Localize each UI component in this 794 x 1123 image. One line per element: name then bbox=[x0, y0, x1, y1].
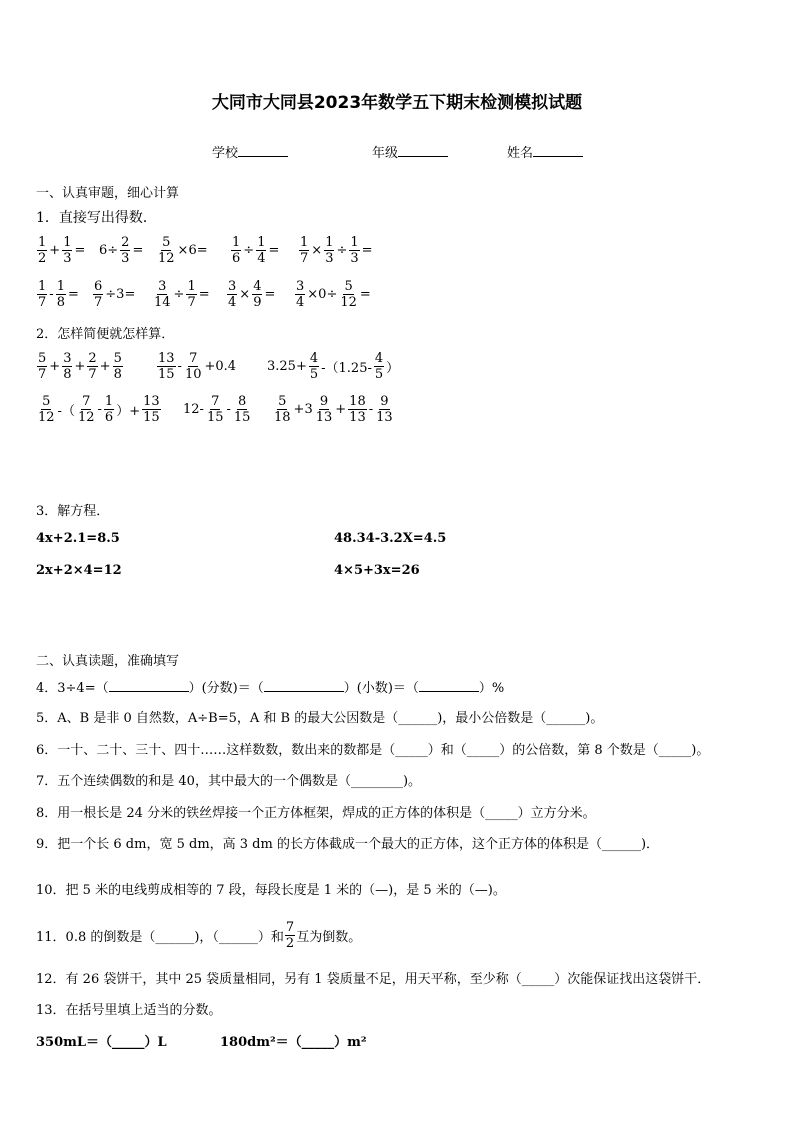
question-8: 8．用一根长是 24 分米的铁丝焊接一个正方体框架，焊成的正方体的体积是（_____）立方分米。 bbox=[36, 806, 596, 821]
calc-r1-3: $\frac{5}{12}$ ×6= bbox=[158, 235, 208, 266]
fraction: $\frac{2}{3}$ bbox=[121, 235, 130, 266]
grade-field[interactable] bbox=[372, 142, 448, 161]
fraction: $\frac{7}{12}$ bbox=[77, 394, 95, 425]
school-label: 学校 bbox=[212, 146, 239, 161]
fraction: $\frac{3}{4}$ bbox=[228, 279, 237, 310]
calc-r1-1: $\frac{1}{2}$ + $\frac{1}{3}$ = bbox=[38, 235, 86, 266]
simplify-r1-1: $\frac{5}{7}$ + $\frac{3}{8}$ + $\frac{2}{7}$ + $\frac{5}{8}$ bbox=[38, 351, 122, 382]
question-10: 10．把 5 米的电线剪成相等的 7 段，每段长度是 1 米的（—)，是 5 米的（—)。 bbox=[36, 883, 506, 898]
fraction: $\frac{9}{13}$ bbox=[315, 394, 333, 425]
fraction: $\frac{4}{9}$ bbox=[253, 279, 262, 310]
fraction: $\frac{7}{15}$ bbox=[206, 394, 224, 425]
fraction: $\frac{5}{12}$ bbox=[340, 279, 357, 310]
calc-r2-1: $\frac{1}{7}$ - $\frac{1}{8}$ = bbox=[38, 279, 79, 310]
fraction: $\frac{1}{7}$ bbox=[187, 279, 196, 310]
answer-blank[interactable] bbox=[264, 679, 344, 692]
question-12: 12．有 26 袋饼干，其中 25 袋质量相同，另有 1 袋质量不足，用天平称，至少称（_____）次能保证找出这袋饼干． bbox=[36, 972, 711, 987]
simplify-r1-3: 3.25+ $\frac{4}{5}$ -（1.25- $\frac{4}{5}$ ） bbox=[267, 351, 400, 382]
question-6: 6．一十、二十、三十、四十……这样数数，数出来的数都是（_____）和（_____）的公倍数，第 8 个数是（_____)。 bbox=[36, 743, 710, 758]
fraction: $\frac{1}{3}$ bbox=[63, 235, 72, 266]
fraction: $\frac{1}{3}$ bbox=[325, 235, 334, 266]
fraction: $\frac{4}{5}$ bbox=[309, 351, 319, 382]
equation-3: 2x+2×4=12 bbox=[36, 563, 122, 578]
question-7: 7．五个连续偶数的和是 40，其中最大的一个偶数是（________)。 bbox=[36, 774, 422, 789]
fraction: $\frac{3}{8}$ bbox=[63, 351, 72, 382]
calc-r2-3: $\frac{3}{14}$ ÷ $\frac{1}{7}$ = bbox=[154, 279, 210, 310]
fraction: $\frac{1}{3}$ bbox=[350, 235, 359, 266]
name-field[interactable] bbox=[507, 142, 583, 161]
fraction: $\frac{1}{7}$ bbox=[38, 279, 47, 310]
question-1: 1．直接写出得数． bbox=[36, 210, 157, 226]
fraction: $\frac{7}{2}$ bbox=[285, 920, 295, 951]
fraction: $\frac{13}{15}$ bbox=[143, 394, 160, 425]
school-blank[interactable] bbox=[238, 144, 288, 157]
simplify-r1-2: $\frac{13}{15}$ - $\frac{7}{10}$ +0.4 bbox=[158, 351, 237, 382]
fraction: $\frac{8}{15}$ bbox=[233, 394, 251, 425]
equation-1: 4x+2.1=8.5 bbox=[36, 531, 120, 546]
fraction: $\frac{1}{6}$ bbox=[104, 394, 114, 425]
calc-r2-4: $\frac{3}{4}$ × $\frac{4}{9}$ = bbox=[228, 279, 276, 310]
calc-r2-2: $\frac{6}{7}$ ÷3= bbox=[94, 279, 136, 310]
fraction: $\frac{5}{12}$ bbox=[38, 394, 55, 425]
calc-r1-5: $\frac{1}{7}$ × $\frac{1}{3}$ ÷ $\frac{1}{3}$ = bbox=[300, 235, 373, 266]
fraction: $\frac{1}{7}$ bbox=[300, 235, 309, 266]
fraction: $\frac{13}{15}$ bbox=[158, 351, 175, 382]
section-2-heading: 二、认真读题，准确填写 bbox=[36, 654, 180, 669]
school-field[interactable] bbox=[212, 142, 288, 161]
fraction: $\frac{1}{8}$ bbox=[56, 279, 65, 310]
name-label: 姓名 bbox=[507, 146, 534, 161]
grade-label: 年级 bbox=[372, 146, 399, 161]
question-11: 11．0.8 的倒数是（______)，（______）和 $\frac{7}{2}$ 互为倒数。 bbox=[36, 920, 362, 951]
fraction: $\frac{5}{8}$ bbox=[113, 351, 122, 382]
question-13-b: 180dm²＝（_____）m² bbox=[220, 1035, 367, 1050]
simplify-r2-1: $\frac{5}{12}$ -（ $\frac{7}{12}$ - $\frac{1}{6}$ ）+ $\frac{13}{15}$ bbox=[38, 394, 160, 425]
fraction: $\frac{1}{2}$ bbox=[38, 235, 47, 266]
question-9: 9．把一个长 6 dm，宽 5 dm，高 3 dm 的长方体截成一个最大的正方体，这个正方体的体积是（______)． bbox=[36, 837, 660, 852]
question-13: 13．在括号里填上适当的分数。 bbox=[36, 1003, 222, 1018]
name-blank[interactable] bbox=[533, 144, 583, 157]
question-4: 4．3÷4=（ ）(分数)＝（ ）(小数)＝（ ）% bbox=[36, 681, 505, 696]
question-5: 5．A、B 是非 0 自然数，A÷B=5，A 和 B 的最大公因数是（______)，最小公倍数是（______)。 bbox=[36, 711, 604, 726]
question-2: 2．怎样简便就怎样算． bbox=[36, 327, 175, 342]
equation-4: 4×5+3x=26 bbox=[334, 563, 420, 578]
section-1-heading: 一、认真审题，细心计算 bbox=[36, 186, 180, 201]
simplify-r2-3: $\frac{5}{18}$ +3 $\frac{9}{13}$ + $\frac{18}{13}$ - $\frac{9}{13}$ bbox=[274, 394, 393, 425]
fraction: $\frac{4}{5}$ bbox=[374, 351, 384, 382]
fraction: $\frac{5}{7}$ bbox=[38, 351, 47, 382]
fraction: $\frac{2}{7}$ bbox=[88, 351, 97, 382]
question-3: 3．解方程． bbox=[36, 504, 110, 519]
fraction: $\frac{6}{7}$ bbox=[94, 279, 103, 310]
fraction: $\frac{9}{13}$ bbox=[376, 394, 393, 425]
grade-blank[interactable] bbox=[398, 144, 448, 157]
fraction: $\frac{5}{12}$ bbox=[158, 235, 175, 266]
page-title: 大同市大同县2023年数学五下期末检测模拟试题 bbox=[211, 93, 583, 113]
answer-blank[interactable] bbox=[419, 679, 479, 692]
fraction: $\frac{5}{18}$ bbox=[274, 394, 291, 425]
equation-2: 48.34-3.2X=4.5 bbox=[334, 531, 447, 546]
calc-r2-5: $\frac{3}{4}$ ×0÷ $\frac{5}{12}$ = bbox=[296, 279, 371, 310]
calc-r1-4: $\frac{1}{6}$ ÷ $\frac{1}{4}$ = bbox=[232, 235, 280, 266]
fraction: $\frac{1}{4}$ bbox=[257, 235, 266, 266]
fraction: $\frac{7}{10}$ bbox=[184, 351, 202, 382]
simplify-r2-2: 12- $\frac{7}{15}$ - $\frac{8}{15}$ bbox=[183, 394, 251, 425]
fraction: $\frac{3}{14}$ bbox=[154, 279, 171, 310]
question-13-a: 350mL＝（_____）L bbox=[36, 1035, 167, 1050]
fraction: $\frac{1}{6}$ bbox=[232, 235, 241, 266]
fraction: $\frac{3}{4}$ bbox=[296, 279, 305, 310]
fraction: $\frac{18}{13}$ bbox=[349, 394, 366, 425]
answer-blank[interactable] bbox=[109, 679, 189, 692]
calc-r1-2: 6÷ $\frac{2}{3}$ = bbox=[99, 235, 144, 266]
